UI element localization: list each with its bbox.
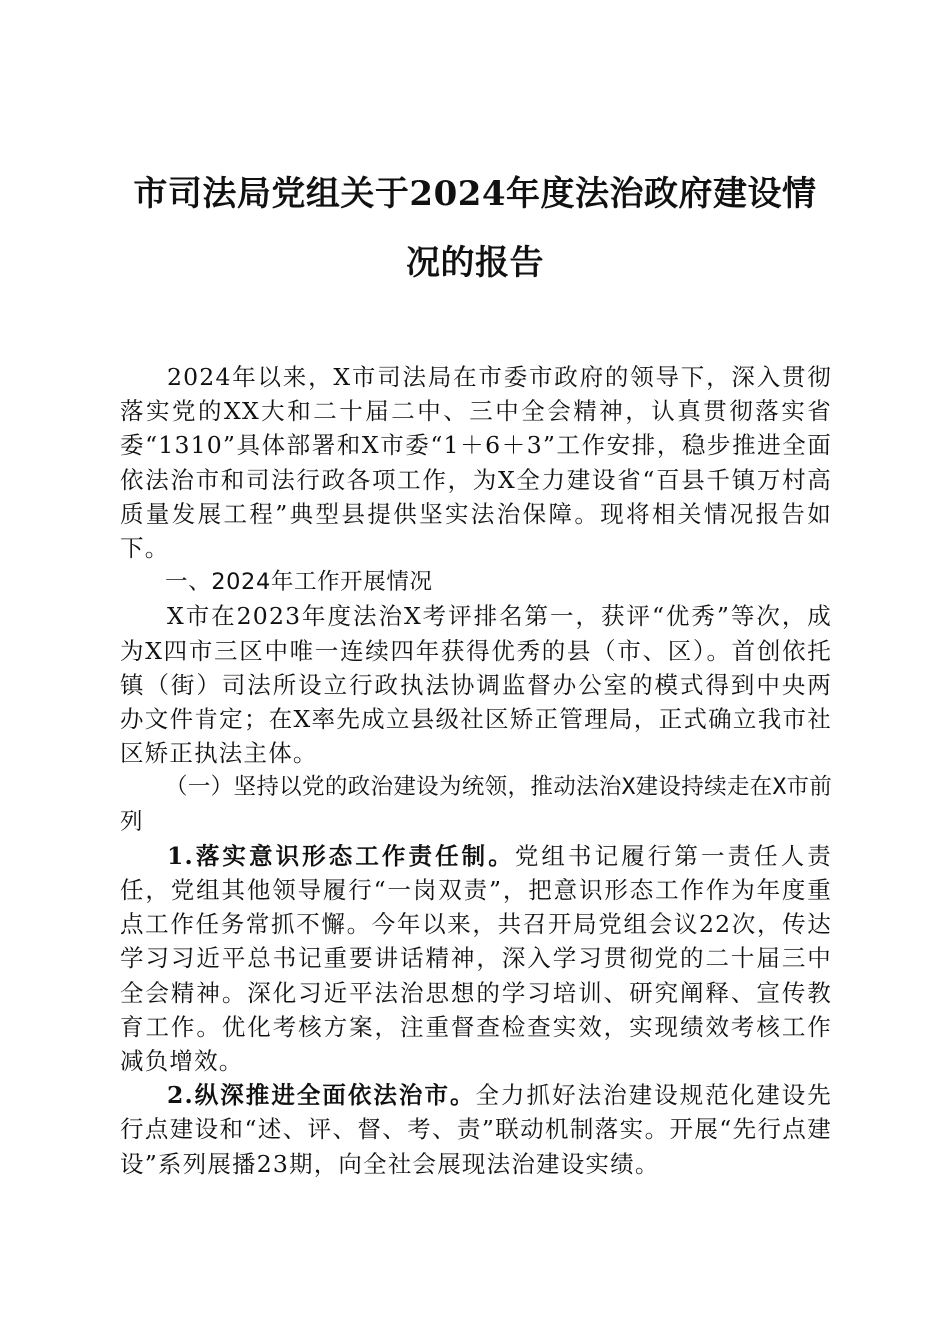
item-2-text: 全力抓好法治建设规范化建设先行点建设和“述、评、督、考、责”联动机制落实。开展“先行点建设”系列展播23期，向全社会展现法治建设实绩。 bbox=[120, 1081, 832, 1178]
item-1-paragraph bbox=[120, 839, 832, 1078]
section-1-heading: 一、2024年工作开展情况 bbox=[165, 569, 433, 596]
intro-paragraph: 2024年以来，X市司法局在市委市政府的领导下，深入贯彻落实党的XX大和二十届二中、三中全会精神，认真贯彻落实省委“1310”具体部署和X市委“1＋6＋3”工作安排，稳步推进全面依法治市和司法行政各项工作，为X全力建设省“百县千镇万村高质量发展工程”典型县提供坚实法治保障。现将相关情况报告如下。 bbox=[120, 363, 832, 563]
document-title-line-2: 况的报告 bbox=[406, 243, 544, 283]
document-body bbox=[120, 360, 832, 1181]
subsection-1-heading: （一）坚持以党的政治建设为统领，推动法治X建设持续走在X市前列 bbox=[120, 774, 832, 835]
item-2-lead: 2.纵深推进全面依法治市。 bbox=[167, 1081, 476, 1110]
item-1-lead: 1.落实意识形态工作责任制。 bbox=[167, 841, 515, 870]
document-title-line-1: 市司法局党组关于2024年度法治政府建设情 bbox=[133, 174, 817, 214]
item-2-paragraph bbox=[120, 1078, 832, 1181]
item-1-text: 党组书记履行第一责任人责任，党组其他领导履行“一岗双责”，把意识形态工作作为年度重点工作任务常抓不懈。今年以来，共召开局党组会议22次，传达学习习近平总书记重要讲话精神，深入学习贯彻党的二十届三中全会精神。深化习近平法治思想的学习培训、研究阐释、宣传教育工作。优化考核方案，注重督查检查实效，实现绩效考核工作减负增效。 bbox=[120, 841, 832, 1076]
section-1-paragraph: X市在2023年度法治X考评排名第一，获评“优秀”等次，成为X四市三区中唯一连续四年获得优秀的县（市、区）。首创依托镇（街）司法所设立行政执法协调监督办公室的模式得到中央两办文件肯定；在X率先成立县级社区矫正管理局，正式确立我市社区矫正执法主体。 bbox=[120, 602, 832, 768]
